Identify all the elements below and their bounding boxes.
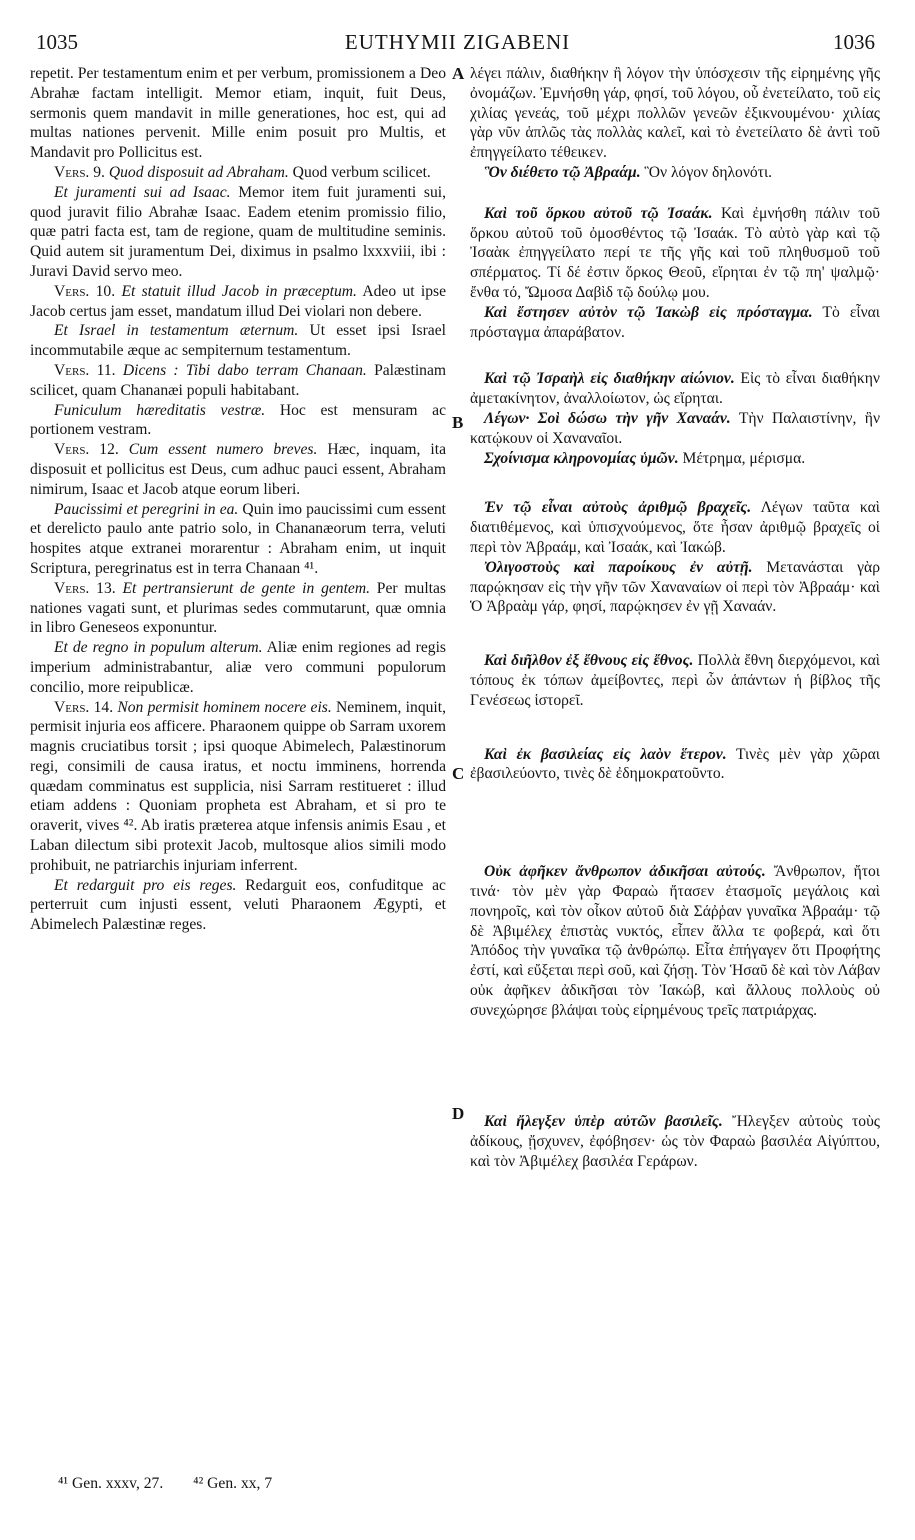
latin-paragraph: Et juramenti sui ad Isaac. Memor item fuit juramenti sui, quod juravit filio Abrahæ Isaac. Eadem etenim promissio filio, quæ patri facta est, tam de regione, quam de multitudine seminis. Quid autem sit juramentum Dei, diximus in psalmo lxxxviii, ibi : Juravi David servo meo. [30,183,446,280]
latin-paragraph: Vers. 9. Quod disposuit ad Abraham. Quod verbum scilicet. [54,163,431,181]
latin-paragraph: Vers. 10. Et statuit illud Jacob in præceptum. Adeo ut ipse Jacob certus jam esset, mandatum illud Dei violari non debere. [30,282,446,320]
lemma: Et statuit illud Jacob in præceptum. [121,282,357,300]
footnote: ⁴¹ Gen. xxxv, 27. [58,1475,164,1492]
running-title: EUTHYMII ZIGABENI [344,30,571,54]
greek-paragraph: Καὶ ἤλεγξεν ὑπὲρ αὐτῶν βασιλεῖς. Ἤλεγξεν αὐτοὺς τοὺς ἀδίκους, ᾔσχυνεν, ἐφόβησεν· ὡς τὸν Φαραὼ βασιλέα Αἰγύπτου, καὶ τὸν Ἀβιμέλεχ βασιλέα Γεράρων. [470,1113,880,1171]
lemma: Et Israel in testamentum æternum. [54,322,299,340]
latin-column [30,64,446,935]
lemma: Et juramenti sui ad Isaac. [54,183,231,201]
lemma: Λέγων· Σοὶ δώσω τὴν γῆν Χαναάν. [484,409,731,427]
verse-number: Vers. 10. [54,282,116,300]
latin-paragraph: Vers. 11. Dicens : Tibi dabo terram Chanaan. Palæstinam scilicet, quam Chananæi populi habitabant. [30,361,446,399]
latin-paragraph: Vers. 13. Et pertransierunt de gente in gentem. Per multas nationes vagati sunt, et plurimas sedes commutarunt, quæ omnia in libro Geneseos exponuntur. [30,579,446,637]
latin-paragraph: Vers. 14. Non permisit hominem nocere eis. Neminem, inquit, permisit injuria eos afficere. Pharaonem quippe ob Sarram uxorem magnis cruciatibus torsit ; ipsi quoque Abimelech, Palæstinorum regi, consimili de causa iratus, et noctu imminens, horrenda quædam comminatus est supplicia, nisi Sarram restitueret : illud etiam addens : Quoniam propheta est Abraham, et si pro te oraverit, vives ⁴². Ab iratis præterea atque infensis animis Esau , et Laban dilectum sibi protexit Jacob, multosque alios simili modo prohibuit, ne patriarchis injuriam inferrent. [30,698,446,874]
lemma: Σχοίνισμα κληρονομίας ὑμῶν. [484,449,679,467]
left-page-number: 1035 [36,30,78,54]
margin-marker-c: C [452,764,465,783]
lemma: Funiculum hæreditatis vestræ. [54,401,266,419]
latin-paragraph: repetit. Per testamentum enim et per verbum, promissionem a Deo Abrahæ factam intelligit. Memor etiam, inquit, fuit Deus, sermonis quem mandavit in mille generationes, hoc est, qui ad multas nationes pervenit. Mille enim posuit pro Multis, et Mandavit pro Pollicitus est. [30,65,446,162]
verse-number: Vers. 9. [54,163,105,181]
lemma: Non permisit hominem nocere eis. [117,698,332,716]
lemma: Ὃν διέθετο τῷ Ἀβραάμ. [484,163,641,181]
latin-paragraph: Paucissimi et peregrini in ea. Quin imo paucissimi cum essent et derelicto paulo ante patrio solo, in Chananæorum terra, veluti hospites atque extranei morarentur : Abraham enim, ut inquit Scriptura, peregrinatus est in terra Chanaan ⁴¹. [30,500,446,577]
lemma: Et de regno in populum alterum. [54,639,263,657]
greek-paragraph: Καὶ διῆλθον ἐξ ἔθνους εἰς ἔθνος. Πολλὰ ἔθνη διερχόμενοι, καὶ τόπους ἐκ τόπων ἀμείβοντες, περὶ ὧν ἁπάντων ἡ βίβλος τῆς Γενέσεως ἱστορεῖ. [470,652,880,709]
greek-paragraph: Καὶ τοῦ ὅρκου αὐτοῦ τῷ Ἰσαάκ. Καὶ ἐμνήσθη πάλιν τοῦ ὅρκου αὐτοῦ τοῦ ὀμοσθέντος τῷ Ἰσαάκ. Τὸ αὐτὸ γὰρ καὶ τῷ Ἰσαὰκ ἐπηγγείλατο περί τε τῆς γῆς καὶ τοῦ πληθυσμοῦ τοῦ σπέρματος. Τί δέ ἐστιν ὅρκος Θεοῦ, εἴρηται ἐν τῷ πη' ψαλμῷ· ἔνθα τό, Ὤμοσα Δαβὶδ τῷ δούλῳ μου. [470,204,880,301]
verse-number: Vers. 14. [54,698,114,716]
verse-number: Vers. 12. [54,441,119,459]
latin-paragraph: Et Israel in testamentum æternum. Ut esset ipsi Israel incommutabile æque ac sempiternum testamentum. [30,322,446,360]
latin-paragraph: Funiculum hæreditatis vestræ. Hoc est mensuram ac portionem vestram. [30,401,446,439]
lemma: Cum essent numero breves. [128,441,318,459]
lemma: Et redarguit pro eis reges. [54,876,237,894]
greek-paragraph: Σχοίνισμα κληρονομίας ὑμῶν. Μέτρημα, μέρισμα. [484,449,806,467]
greek-paragraph: Ἐν τῷ εἶναι αὐτοὺς ἀριθμῷ βραχεῖς. Λέγων ταῦτα καὶ διατιθέμενος, καὶ ὑπισχνούμενος, ὅτε ἦσαν ἀριθμῷ βραχεῖς οἱ περὶ τὸν Ἀβραάμ, καὶ Ἰσαάκ, καὶ Ἰακώβ. [470,499,880,556]
margin-marker-a: A [452,64,465,83]
greek-paragraph: Λέγων· Σοὶ δώσω τὴν γῆν Χαναάν. Τὴν Παλαιστίνην, ἣν κατῴκουν οἱ Χαναναῖοι. [470,409,881,447]
footnotes [58,1475,298,1493]
lemma: Dicens : Tibi dabo terram Chanaan. [122,361,367,379]
greek-paragraph: Ὀλιγοστοὺς καὶ παροίκους ἐν αὐτῇ. Μετανάσται γὰρ παρῴκησαν εἰς τὴν γῆν τῶν Χαναναίων οἱ περὶ τὸν Ἀβραάμ· καὶ Ὁ Ἀβραὰμ γάρ, φησί, παρῴκησεν ἐν γῇ Χαναάν. [470,558,880,616]
latin-paragraph: Vers. 12. Cum essent numero breves. Hæc, inquam, ita disposuit et pollicitus est Deus, cum adhuc pauci essent, Abraham nimirum, Isaac et Jacob atque eorum liberi. [30,441,446,498]
lemma: Quod disposuit ad Abraham. [108,163,289,181]
greek-paragraph: Καὶ τῷ Ἰσραὴλ εἰς διαθήκην αἰώνιον. Εἰς τὸ εἶναι διαθήκην ἀμετακίνητον, ἀναλλοίωτον, ὡς εἴρηται. [470,370,880,408]
lemma: Paucissimi et peregrini in ea. [54,500,239,518]
margin-marker-b: B [452,413,464,432]
lemma: Καὶ διῆλθον ἐξ ἔθνους εἰς ἔθνος. [484,652,694,670]
greek-paragraph: Ὃν διέθετο τῷ Ἀβραάμ. Ὃν λόγον δηλονότι. [484,163,773,181]
greek-paragraph: λέγει πάλιν, διαθήκην ἢ λόγον τὴν ὑπόσχεσιν τῆς εἰρημένης γῆς ὀνομάζων. Ἐμνήσθη γάρ, φησί, τοῦ λόγου, οὗ ἐνετείλατο, τοῦ εἰς χιλίας γενεάς, τοῦ μέχρι πολλῶν γενεῶν ἐξικνουμένου· χιλίας γὰρ νῦν ἁπλῶς τὰς πολλὰς καλεῖ, καὶ τὸ ἐνετείλατο δὲ ἀντὶ τοῦ ἐπηγγείλατο τέθεικεν. [470,65,880,162]
lemma: Et pertransierunt de gente in gentem. [122,579,370,597]
lemma: Καὶ ἔστησεν αὐτὸν τῷ Ἰακὼβ εἰς πρόσταγμα. [484,303,813,321]
greek-paragraph: Καὶ ἔστησεν αὐτὸν τῷ Ἰακὼβ εἰς πρόσταγμα. Τὸ εἶναι πρόσταγμα ἀπαράβατον. [470,303,880,341]
latin-paragraph: Et redarguit pro eis reges. Redarguit eos, confuditque ac perterruit cum injusti essent, veluti Pharaonem Ægypti, et Abimelech Palæstinæ reges. [30,876,446,934]
lemma: Καὶ ἐκ βασιλείας εἰς λαὸν ἕτερον. [484,745,727,763]
lemma: Ὀλιγοστοὺς καὶ παροίκους ἐν αὐτῇ. [484,558,753,576]
lemma: Οὐκ ἀφῆκεν ἄνθρωπον ἀδικῆσαι αὐτούς. [484,863,766,881]
greek-paragraph: Καὶ ἐκ βασιλείας εἰς λαὸν ἕτερον. Τινὲς μὲν γὰρ χῶραι ἐβασιλεύοντο, τινὲς δὲ ἐδημοκρατοῦντο. [470,745,880,783]
lemma: Καὶ ἤλεγξεν ὑπὲρ αὐτῶν βασιλεῖς. [484,1113,723,1131]
greek-paragraph: Οὐκ ἀφῆκεν ἄνθρωπον ἀδικῆσαι αὐτούς. Ἄνθρωπον, ἤτοι τινά· τὸν μὲν γὰρ Φαραὼ ἤτασεν ἐτασμοῖς μεγάλοις καὶ πονηροῖς, καὶ τὸν οἶκον αὐτοῦ διὰ Σάῤῥαν γυναῖκα Ἀβραάμ· τῷ δὲ Ἀβιμέλεχ ἐπιστὰς νυκτός, εἶπεν ἄλλα τε φοβερά, καὶ ὅτι Ἀπόδος τὴν γυναῖκα τῷ ἀνθρώπῳ. Εἶτα ἐπήγαγεν ὅτι Προφήτης ἐστί, καὶ εὔξεται περὶ σοῦ, καὶ ζήσῃ. Τὸν Ἡσαῦ δὲ καὶ τὸν Λάβαν οὐκ ἀφῆκεν ἀδικῆσαι τὸν Ἰακώβ, καὶ ἄλλους πολλοὺς οὐ συνεχώρησε βλάψαι τοὺς εἰρημένους τρεῖς πατριάρχας. [470,863,881,1019]
verse-number: Vers. 13. [54,579,116,597]
greek-column [470,64,880,1172]
right-page-number: 1036 [833,30,875,54]
margin-marker-d: D [452,1104,465,1123]
verse-number: Vers. 11. [54,361,116,379]
footnote: ⁴² Gen. xx, 7 [193,1475,273,1492]
lemma: Καὶ τοῦ ὅρκου αὐτοῦ τῷ Ἰσαάκ. [484,204,713,222]
latin-paragraph: Et de regno in populum alterum. Aliæ enim regiones ad regis imperium administrabantur, aliæ vero communi populorum concilio, more reipublicæ. [30,639,446,696]
lemma: Ἐν τῷ εἶναι αὐτοὺς ἀριθμῷ βραχεῖς. [484,499,752,517]
lemma: Καὶ τῷ Ἰσραὴλ εἰς διαθήκην αἰώνιον. [484,370,735,388]
